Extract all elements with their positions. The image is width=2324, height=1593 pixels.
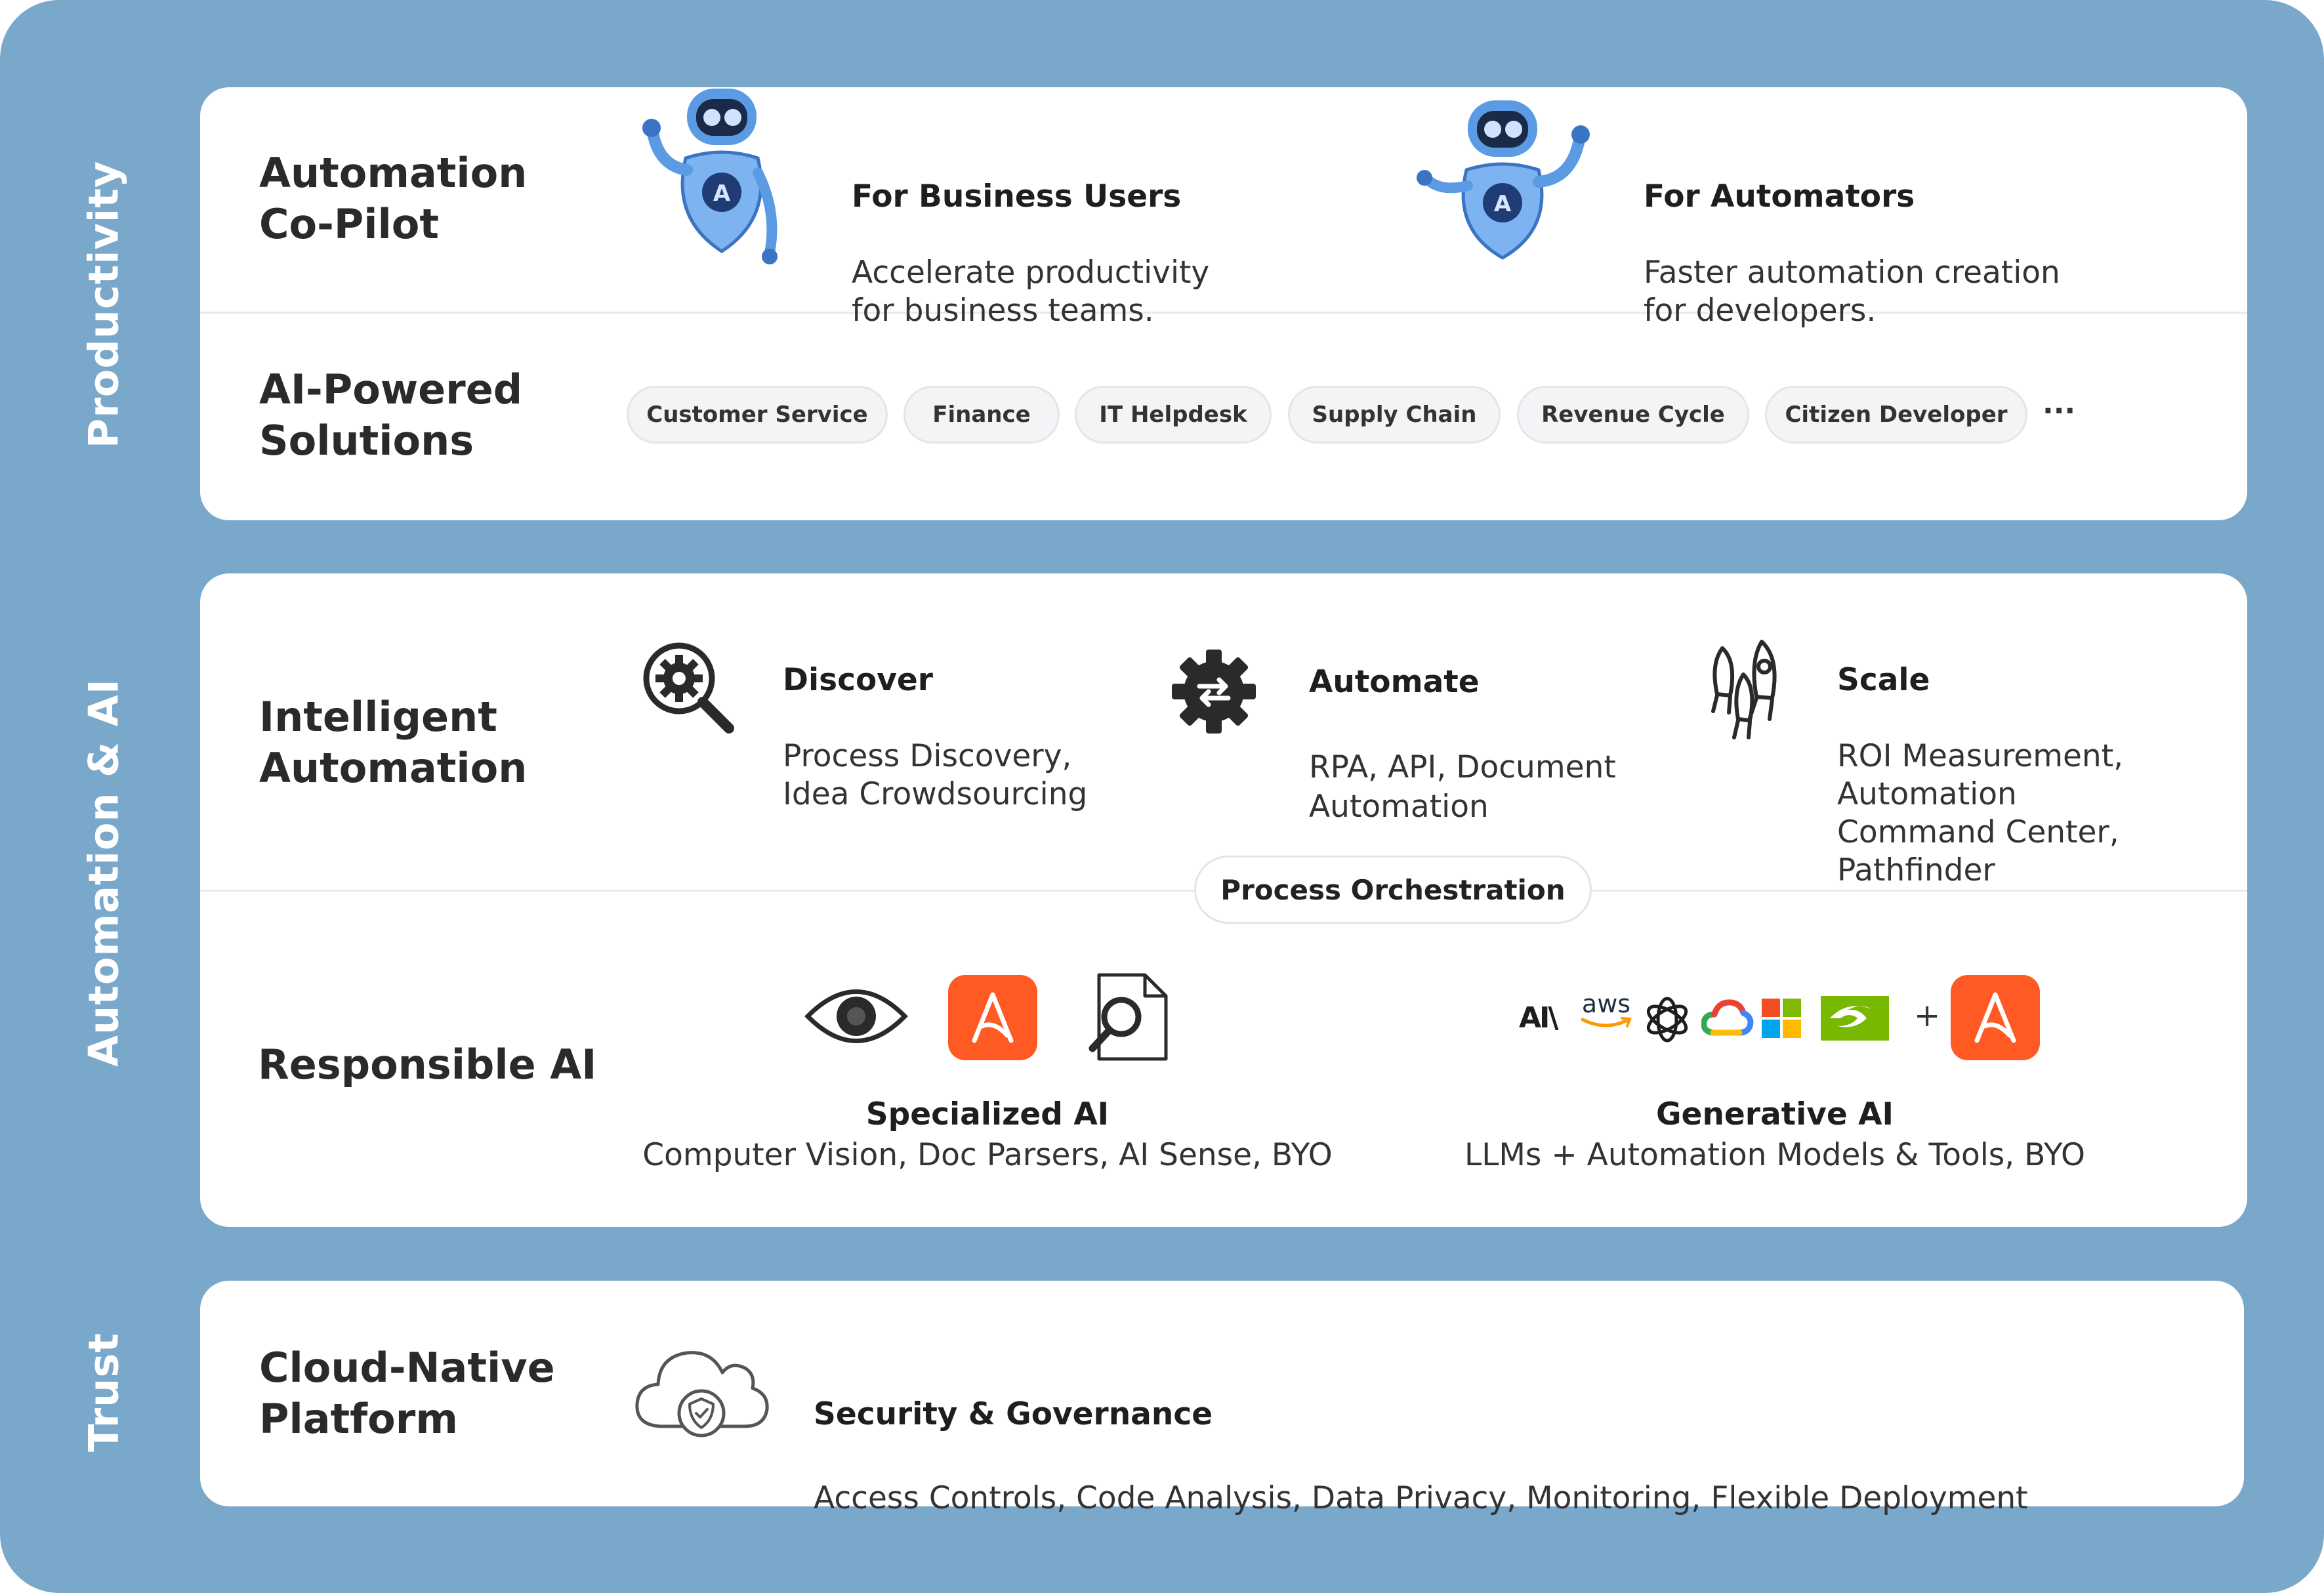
svg-text:A: A: [713, 180, 731, 207]
scale-text: [1837, 623, 2123, 928]
scale-heading: Scale: [1837, 662, 1930, 698]
discover-heading: Discover: [783, 662, 933, 698]
microsoft-logo-icon: [1762, 999, 1801, 1038]
google-cloud-logo-icon: [1701, 997, 1754, 1039]
copilot-business-text: [852, 140, 1209, 368]
discover-body: Process Discovery, Idea Crowdsourcing: [783, 738, 1088, 812]
pill-customer-service[interactable]: Customer Service: [627, 386, 888, 444]
more-solutions-icon[interactable]: ···: [2043, 394, 2076, 428]
svg-text:A: A: [1493, 191, 1512, 217]
automation-anywhere-logo-icon: [948, 975, 1037, 1060]
generative-ai-body: LLMs + Automation Models & Tools, BYO: [1464, 1137, 2085, 1173]
pill-supply-chain[interactable]: Supply Chain: [1288, 386, 1501, 444]
robot-business-icon: [633, 81, 810, 291]
security-body: Access Controls, Code Analysis, Data Privacy, Monitoring, Flexible Deployment: [814, 1480, 2028, 1516]
copilot-automators-heading: For Automators: [1644, 178, 1915, 215]
process-orchestration-pill[interactable]: Process Orchestration: [1194, 856, 1592, 924]
intelligent-title: Intelligent Automation: [259, 693, 528, 792]
cloud-shield-icon: [633, 1341, 771, 1439]
specialized-ai-text: [640, 1094, 1335, 1176]
aws-logo-text: aws: [1581, 989, 1631, 1018]
platform-title: Cloud-Native Platform: [259, 1344, 555, 1443]
scale-body: ROI Measurement, Automation Command Center, Pathfinder: [1837, 738, 2124, 888]
pill-revenue-cycle[interactable]: Revenue Cycle: [1517, 386, 1749, 444]
productivity-card: [200, 87, 2247, 520]
automate-heading: Automate: [1309, 664, 1480, 700]
trust-card: [200, 1281, 2244, 1516]
copilot-automators-text: [1644, 140, 2060, 368]
automation-anywhere-logo-icon: [1951, 975, 2040, 1060]
automate-body: RPA, API, Document Automation: [1309, 749, 1616, 825]
aws-smile-icon: [1580, 1017, 1632, 1029]
generative-ai-text: [1447, 1094, 2103, 1176]
pill-citizen-developer[interactable]: Citizen Developer: [1765, 386, 2027, 444]
copilot-business-body: Accelerate productivity for business teams.: [852, 255, 1210, 329]
plus-sign: +: [1914, 997, 1941, 1034]
specialized-ai-body: Computer Vision, Doc Parsers, AI Sense, BYO: [642, 1137, 1333, 1173]
pill-it-helpdesk[interactable]: IT Helpdesk: [1075, 386, 1272, 444]
gear-icon: [1168, 646, 1260, 737]
pill-finance[interactable]: Finance: [903, 386, 1060, 444]
solutions-title: AI-Powered Solutions: [259, 365, 523, 465]
security-text: [814, 1352, 2028, 1562]
security-heading: Security & Governance: [814, 1396, 1213, 1432]
document-search-icon: [1079, 971, 1171, 1063]
specialized-ai-heading: Specialized AI: [865, 1096, 1110, 1132]
automate-text: [1309, 623, 1616, 866]
rockets-icon: [1696, 635, 1795, 747]
eye-icon: [804, 980, 909, 1052]
openai-logo-icon: [1641, 993, 1693, 1046]
copilot-business-heading: For Business Users: [852, 178, 1182, 215]
copilot-automators-body: Faster automation creation for developers.: [1644, 255, 2060, 329]
robot-automators-icon: [1407, 94, 1598, 291]
anthropic-logo-icon: AI\: [1519, 1001, 1557, 1035]
responsible-ai-title: Responsible AI: [258, 1041, 597, 1088]
copilot-title: Automation Co-Pilot: [259, 149, 528, 248]
automation-ai-card: [200, 573, 2247, 1227]
aws-logo-icon: [1577, 991, 1636, 1031]
architecture-diagram: Productivity Automation & AI Trust Automation Co-Pilot A For Business Users Accelerate productivity for business teams. A For Automators Faster automation creation for developers. AI-Powered Solutions Customer Service Finance IT Helpdesk Supply Chain Revenue Cycle Citizen Developer ··· Intelligent Automation Discover Process Discovery, Idea Crowdsourcing Automate RPA, API, Document Automation Scale ROI Measurement, Automation Command Center, Pathfinder Process Orchestration Responsible AI Specialized AI Computer Vision, Doc Parsers, AI Sense, BYO AI\ aws + Generative AI LLMs + Automation Models & Tools, BYO Cloud-Native Platform Security & Governance Access Controls, Code Analysis, Data Privacy, Monitoring, Flexible Deployment: [0, 0, 2324, 1593]
generative-ai-heading: Generative AI: [1655, 1096, 1894, 1132]
magnifier-gear-icon: [640, 639, 738, 737]
discover-text: [783, 623, 1087, 852]
nvidia-logo-icon: [1821, 996, 1889, 1041]
